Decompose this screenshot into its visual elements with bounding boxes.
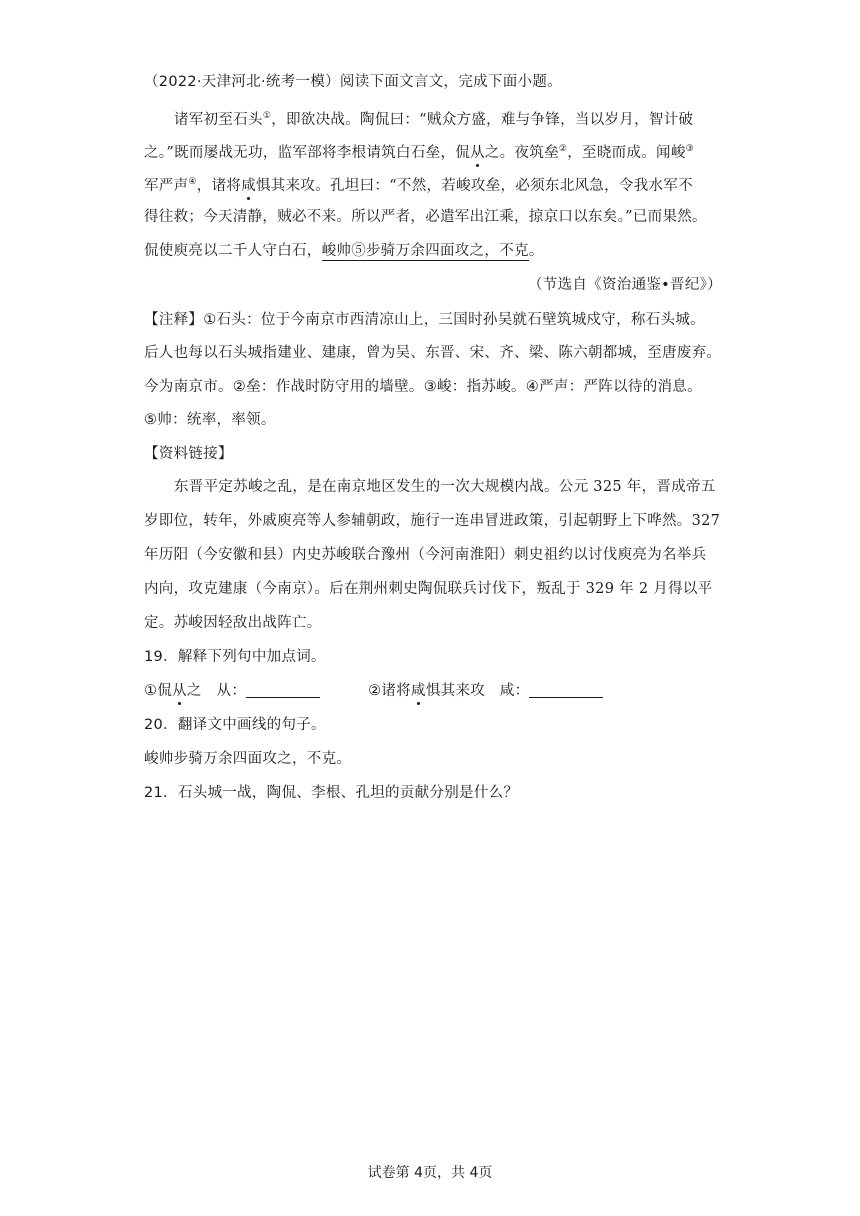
passage-text: ，诸将 xyxy=(196,178,242,194)
dotted-word: 从 xyxy=(470,145,485,161)
link-line: 岁即位，转年，外戚庾亮等人参辅朝政，施行一连串冒进政策，引起朝野上下哗然。327 xyxy=(144,513,721,529)
notes-line: 后人也每以石头城指建业、建康，曾为吴、东晋、宋、齐、梁、陈六朝都城，至唐废弃。 xyxy=(144,345,722,361)
question-19: 19．解释下列句中加点词。 xyxy=(144,649,326,665)
question-20: 20．翻译文中画线的句子。 xyxy=(144,717,326,733)
passage-text: 之。夜筑垒 xyxy=(484,145,559,161)
item-text: ①侃 xyxy=(144,683,173,699)
passage-line xyxy=(174,106,693,130)
passage-line xyxy=(144,207,707,227)
answer-blank[interactable] xyxy=(529,683,603,698)
item-text: 之 从： xyxy=(186,683,247,699)
link-line: 东晋平定苏峻之乱，是在南京地区发生的一次大规模内战。公元 325 年，晋成帝五 xyxy=(174,479,716,495)
passage-text: ，至晓而成。闻峻 xyxy=(567,145,686,161)
question-header xyxy=(144,72,562,92)
link-line: 定。苏峻因轻敌出战阵亡。 xyxy=(144,615,322,631)
item-text: ②诸将 xyxy=(368,683,412,699)
passage-text: 军严声 xyxy=(144,178,189,194)
footnote-marker: ④ xyxy=(188,177,197,187)
link-heading: 【资料链接】 xyxy=(144,446,233,462)
passage-text: ，即欲决战。陶侃曰：“贼众方盛，难与争锋，当以岁月，智计破 xyxy=(271,112,694,128)
dotted-word: 咸 xyxy=(241,178,256,194)
passage-line xyxy=(144,241,544,261)
page-footer: 试卷第 4页，共 4页 xyxy=(367,1165,493,1181)
question-20-sentence: 峻帅步骑万余四面攻之，不克。 xyxy=(144,751,352,767)
item-text: 惧其来攻 咸： xyxy=(425,683,530,699)
notes-line: 今为南京市。②垒：作战时防守用的墙壁。③峻：指苏峻。④严声：严阵以待的消息。 xyxy=(144,379,702,395)
passage-line xyxy=(144,139,694,163)
passage-text: 得往救；今天清静，贼必不来。所以严者，必遣军出江乘，掠京口以东矣。”已而果然。 xyxy=(144,209,707,225)
dotted-word: 从 xyxy=(172,683,187,699)
question-source: （2022·天津河北·统考一模） xyxy=(144,74,340,90)
passage-text: 之。”既而屡战无功，监军部将李根请筑白石垒，侃 xyxy=(144,145,471,161)
passage-line xyxy=(144,172,693,196)
dotted-word: 咸 xyxy=(411,683,426,699)
underlined-sentence: 峻帅⑤步骑万余四面攻之，不克 xyxy=(321,243,529,259)
link-line: 内向，攻克建康（今南京）。后在荆州刺史陶侃联兵讨伐下，叛乱于 329 年 2 月得以平 xyxy=(144,581,713,597)
passage-text: 诸军初至石头 xyxy=(174,112,263,128)
notes-line: ⑤帅：统率，率领。 xyxy=(144,412,276,428)
passage-text: 。 xyxy=(528,243,544,259)
link-line: 年历阳（今安徽和县）内史苏峻联合豫州（今河南淮阳）刺史祖约以讨伐庾亮为名举兵 xyxy=(144,547,707,563)
footnote-marker: ③ xyxy=(685,144,695,154)
passage-text: 侃使庾亮以二千人守白石， xyxy=(144,243,322,259)
notes-line: 【注释】①石头：位于今南京市西清凉山上，三国时孙吴就石壁筑城戍守，称石头城。 xyxy=(144,312,705,328)
question-19-items xyxy=(144,681,603,701)
answer-blank[interactable] xyxy=(246,683,320,698)
passage-text: 惧其来攻。孔坦曰：“不然，若峻攻垒，必须东北风急，令我水军不 xyxy=(256,178,693,194)
footnote-marker: ② xyxy=(558,144,568,154)
question-21: 21．石头城一战，陶侃、李根、孔坦的贡献分别是什么？ xyxy=(144,785,519,801)
footnote-marker: ① xyxy=(262,111,272,121)
passage-source: （节选自《资治通鉴•晋纪》） xyxy=(527,277,722,293)
question-instruction: 阅读下面文言文，完成下面小题。 xyxy=(339,74,562,90)
